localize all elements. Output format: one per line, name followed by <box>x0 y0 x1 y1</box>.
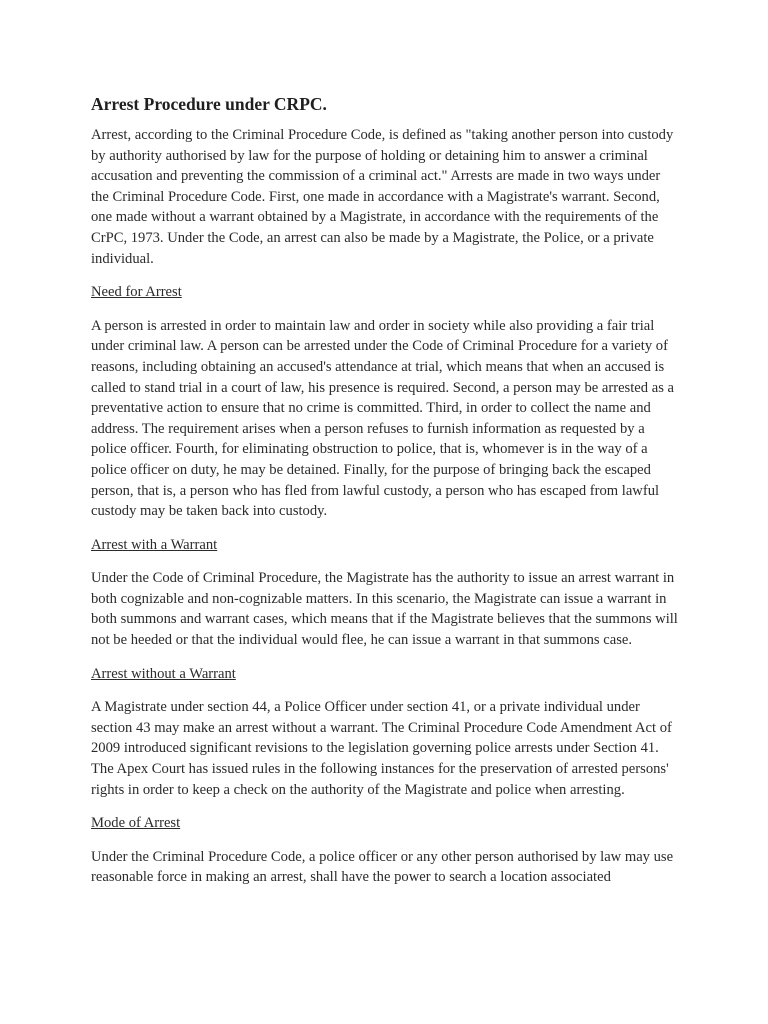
document-title: Arrest Procedure under CRPC. <box>91 94 327 114</box>
section-heading-mode-of-arrest: Mode of Arrest <box>91 815 181 832</box>
section-heading-arrest-with-warrant: Arrest with a Warrant <box>91 536 218 553</box>
section-body-mode-of-arrest: Under the Criminal Procedure Code, a police officer or any other person authorised by law may use reasonable force in making an arrest, shall have the power to search a location associated <box>91 848 674 886</box>
section-body-need-for-arrest: A person is arrested in order to maintain law and order in society while also providing a fair trial under criminal law. A person can be arrested under the Code of Criminal Procedure for a variety of reasons, including obtaining an accused's attendance at trial, which means that when an accused is called to stand trial in a court of law, his presence is required. Second, a person may be arrested as a preventative action to ensure that no crime is committed. Third, in order to collect the name and address. The requirement arises when a person refuses to furnish information as requested by a police officer. Fourth, for eliminating obstruction to police, that is, whomever is in the way of a police officer on duty, he may be detained. Finally, for the purpose of bringing back the escaped person, that is, a person who has fled from lawful custody, a person who has escaped from lawful custody may be taken back into custody. <box>91 317 674 520</box>
section-heading-arrest-without-warrant: Arrest without a Warrant <box>91 665 236 682</box>
section-body-arrest-with-warrant: Under the Code of Criminal Procedure, the Magistrate has the authority to issue an arrest warrant in both cognizable and non-cognizable matters. In this scenario, the Magistrate can issue a warrant in both summons and warrant cases, which means that if the Magistrate believes that the summons will not be heeded or that the individual would flee, he can issue a warrant in that summons case. <box>91 570 678 649</box>
section-heading-need-for-arrest: Need for Arrest <box>91 284 182 301</box>
intro-paragraph: Arrest, according to the Criminal Procedure Code, is defined as "taking another person into custody by authority authorised by law for the purpose of holding or detaining him to answer a criminal accusation and preventing the commission of a criminal act." Arrests are made in two ways under the Criminal Procedure Code. First, one made in accordance with a Magistrate's warrant. Second, one made without a warrant obtained by a Magistrate, in accordance with the requirements of the CrPC, 1973. Under the Code, an arrest can also be made by a Magistrate, the Police, or a private individual. <box>91 127 674 267</box>
section-body-arrest-without-warrant: A Magistrate under section 44, a Police Officer under section 41, or a private individual under section 43 may make an arrest without a warrant. The Criminal Procedure Code Amendment Act of 2009 introduced significant revisions to the legislation governing police arrests under Section 41. The Apex Court has issued rules in the following instances for the preservation of arrested persons' rights in order to keep a check on the authority of the Magistrate and police when arresting. <box>91 699 672 798</box>
